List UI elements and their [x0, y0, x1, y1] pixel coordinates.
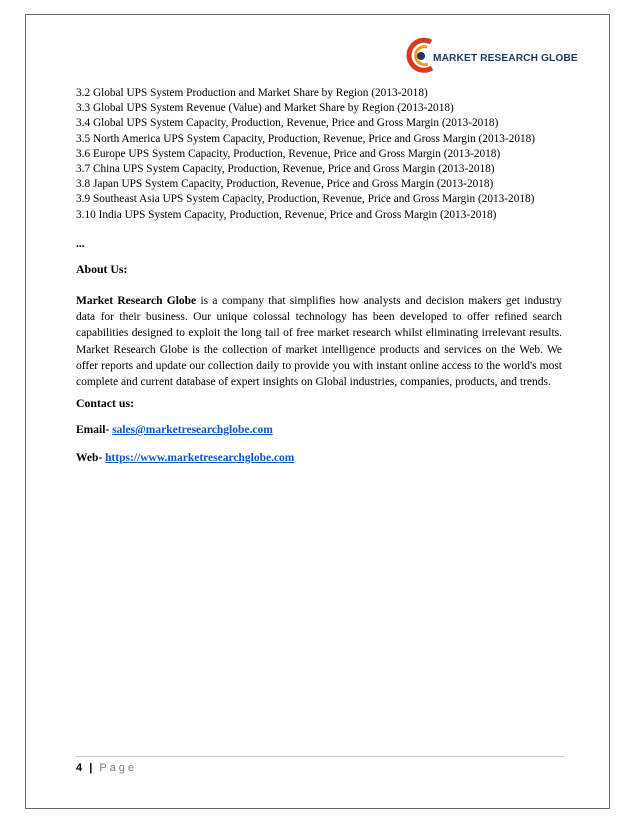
toc-item: 3.5 North America UPS System Capacity, Production, Revenue, Price and Gross Margin (2013-2018): [76, 132, 536, 145]
company-name: Market Research Globe: [76, 295, 197, 307]
about-heading: About Us:: [76, 262, 128, 276]
toc-item: 3.9 Southeast Asia UPS System Capacity, Production, Revenue, Price and Gross Margin (2013-2018): [76, 193, 535, 206]
toc-item: 3.8 Japan UPS System Capacity, Production, Revenue, Price and Gross Margin (2013-2018): [76, 178, 494, 191]
footer-divider: [76, 756, 564, 757]
page-word: Page: [99, 762, 138, 774]
email-label: Email-: [76, 424, 113, 436]
toc-item: 3.3 Global UPS System Revenue (Value) and Market Share by Region (2013-2018): [76, 102, 454, 115]
contact-heading: Contact us:: [76, 396, 134, 410]
email-line: [76, 424, 273, 436]
toc-item: 3.7 China UPS System Capacity, Production, Revenue, Price and Gross Margin (2013-2018): [76, 163, 495, 176]
web-label: Web-: [76, 452, 106, 464]
email-link[interactable]: sales@marketresearchglobe.com: [112, 424, 273, 436]
table-of-contents: [76, 86, 576, 223]
footer-separator: |: [89, 762, 93, 774]
page-number: 4: [76, 762, 83, 774]
ellipsis: ...: [76, 238, 85, 250]
logo-wordmark: MARKET RESEARCH GLOBE: [433, 53, 578, 64]
toc-item: 3.10 India UPS System Capacity, Production, Revenue, Price and Gross Margin (2013-2018): [76, 208, 497, 221]
page-footer: [76, 762, 137, 774]
toc-item: 3.4 Global UPS System Capacity, Production, Revenue, Price and Gross Margin (2013-2018): [76, 117, 499, 130]
toc-item: 3.2 Global UPS System Production and Market Share by Region (2013-2018): [76, 87, 428, 99]
about-body: is a company that simplifies how analysts and decision makers get industry data for their business. Our unique colossal technology has been developed to offer refined search capabilities designed to exploit the long tail of free market research whilst eliminating irrelevant results. Market Research Globe is the collection of market intelligence products and services on the Web. We offer reports and update our collection daily to provide you with instant online access to the world's most complete and current database of expert insights on Global industries, companies, products, and trends.: [76, 295, 562, 389]
website-link[interactable]: https://www.marketresearchglobe.com: [105, 452, 295, 464]
toc-item: 3.6 Europe UPS System Capacity, Production, Revenue, Price and Gross Margin (2013-2018): [76, 147, 501, 160]
about-paragraph: [76, 293, 562, 390]
web-line: [76, 452, 294, 464]
company-logo: [405, 36, 578, 76]
